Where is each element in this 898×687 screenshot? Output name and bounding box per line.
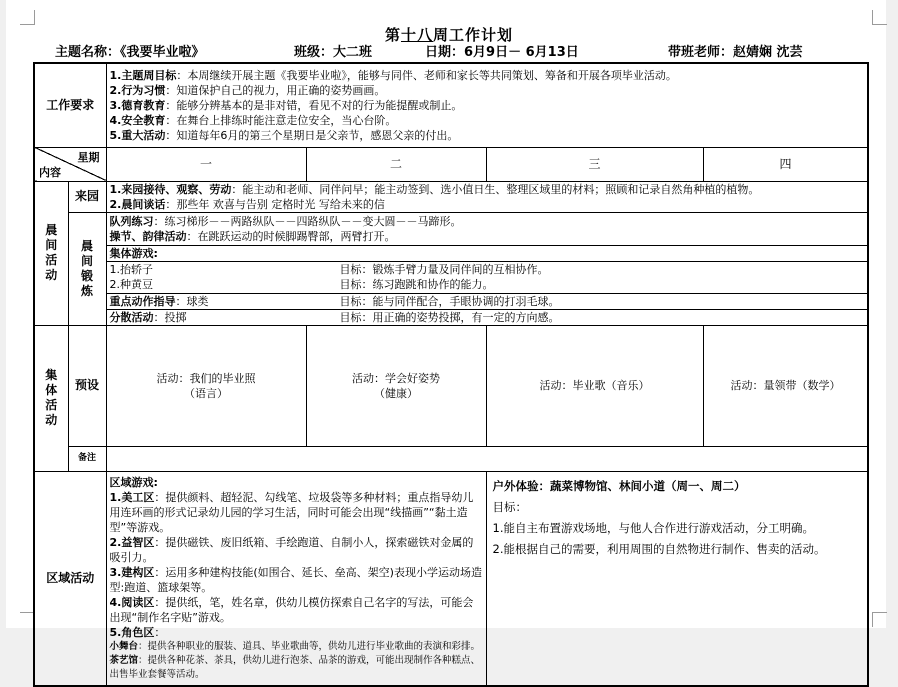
games-row bbox=[34, 261, 868, 293]
requirements-label: 工作要求 bbox=[34, 63, 106, 147]
activity-thu: 活动：量领带（数学） bbox=[703, 325, 868, 446]
note-label: 备注 bbox=[68, 446, 106, 471]
preset-row bbox=[34, 325, 868, 446]
page-corner-mark bbox=[872, 612, 887, 627]
arrival-content: 1.来园接待、观察、劳动：能主动和老师、同伴问早；能主动签到、选小值日生、整理区域里的材料；照顾和记录自然角种植的植物。 2.晨间谈话：那些年 欢喜与告别 定格时光 写给未来的信 bbox=[106, 181, 868, 212]
weekday-tue: 二 bbox=[306, 147, 486, 181]
scattered-activity: 分散活动：投掷 目标：用正确的姿势投掷，有一定的方向感。 bbox=[106, 309, 868, 325]
theme-info: 主题名称：《我要毕业啦》 bbox=[55, 45, 205, 60]
requirements-content: 1.主题周目标：本周继续开展主题《我要毕业啦》，能够与同伴、老师和家长等共同策划、筹备和开展各项毕业活动。 2.行为习惯：知道保护自己的视力，用正确的姿势画画。 3.德育教育：能够分辨基本的是非对错，看见不对的行为能提醒或制止。 4.安全教育：在舞台上排练时能注意走位安全，当心台阶。 5.重大活动：知道每年6月的第三个星期日是父亲节，感恩父亲的付出。 bbox=[106, 63, 868, 147]
morning-activity-label: 晨间活动 bbox=[34, 181, 68, 325]
preset-label: 预设 bbox=[68, 325, 106, 446]
area-row bbox=[34, 471, 868, 686]
page-corner-mark bbox=[20, 10, 35, 25]
teacher-info: 带班老师：赵婧娴 沈芸 bbox=[668, 45, 803, 60]
weekday-mon: 一 bbox=[106, 147, 306, 181]
activity-tue: 活动：学会好姿势 （健康） bbox=[306, 325, 486, 446]
collective-activity-label: 集体活动 bbox=[34, 325, 68, 471]
focus-row bbox=[34, 293, 868, 309]
weekday-wed: 三 bbox=[486, 147, 703, 181]
weekday-header-row bbox=[34, 147, 868, 181]
area-games-content: 区域游戏: 1.美工区：提供颜料、超轻泥、勾线笔、垃圾袋等多种材料；重点指导幼儿用连环画的形式记录幼儿园的学习生活，同时可能会出现“线描画”“黏土造型”等游戏。 2.益智区：提供磁铁、废旧纸箱、手绘跑道、自制小人，探索磁铁对金属的吸引力。 3.建构区：运用多种建构技能(如围合、延长、垒高、架空)表现小学运动场造型:跑道、篮球架等。 4.阅读区：提供纸，笔，姓名章，供幼儿模仿探索自己名字的写法，可能会出现“制作名字贴”游戏。 5.角色区： 小舞台：提供各种职业的服装、道具、毕业歌曲等，供幼儿进行毕业歌曲的表演和彩排。 茶艺馆：提供各种花茶、茶具，供幼儿进行泡茶、品茶的游戏，可能出现制作各种糕点、出售毕业套餐等活动。 bbox=[106, 471, 486, 686]
scattered-row bbox=[34, 309, 868, 325]
collective-games-title: 集体游戏: bbox=[106, 245, 868, 261]
weekday-corner-cell: 星期 内容 bbox=[34, 147, 106, 181]
activity-mon: 活动：我们的毕业照 （语言） bbox=[106, 325, 306, 446]
area-activity-label: 区域活动 bbox=[34, 471, 106, 686]
arrival-row bbox=[34, 181, 868, 212]
outdoor-experience-content: 户外体验：蔬菜博物馆、林间小道（周一、周二） 目标： 1.能自主布置游戏场地，与他人合作进行游戏活动，分工明确。 2.能根据自己的需要，利用周围的自然物进行制作、售卖的活动。 bbox=[486, 471, 868, 686]
date-info: 日期：6月9日－ 6月13日 bbox=[425, 45, 579, 60]
note-content bbox=[106, 446, 868, 471]
class-info: 班级：大二班 bbox=[294, 45, 373, 60]
note-row bbox=[34, 446, 868, 471]
morning-exercise-label: 晨间锻炼 bbox=[68, 212, 106, 325]
drill-content: 队列练习：练习梯形－－两路纵队－－四路纵队－－变大圆－－马蹄形。 操节、韵律活动：在跳跃运动的时候脚踢臀部，两臂打开。 bbox=[106, 212, 868, 245]
activity-wed: 活动：毕业歌（音乐） bbox=[486, 325, 703, 446]
drill-row bbox=[34, 212, 868, 245]
week-number: 十八 bbox=[400, 26, 433, 44]
requirements-row bbox=[34, 63, 868, 147]
games-title-row bbox=[34, 245, 868, 261]
weekday-thu: 四 bbox=[703, 147, 868, 181]
weekly-plan-table bbox=[33, 62, 869, 687]
page-title: 第十八周工作计划 bbox=[384, 26, 514, 44]
focus-guidance: 重点动作指导：球类 目标：能与同伴配合，手眼协调的打羽毛球。 bbox=[106, 293, 868, 309]
collective-games-content: 1.抬轿子 目标：锻炼手臂力量及同伴间的互相协作。 2.种黄豆 目标：练习跑跳和协作的能力。 bbox=[106, 261, 868, 293]
page-corner-mark bbox=[872, 10, 887, 25]
arrival-label: 来园 bbox=[68, 181, 106, 212]
